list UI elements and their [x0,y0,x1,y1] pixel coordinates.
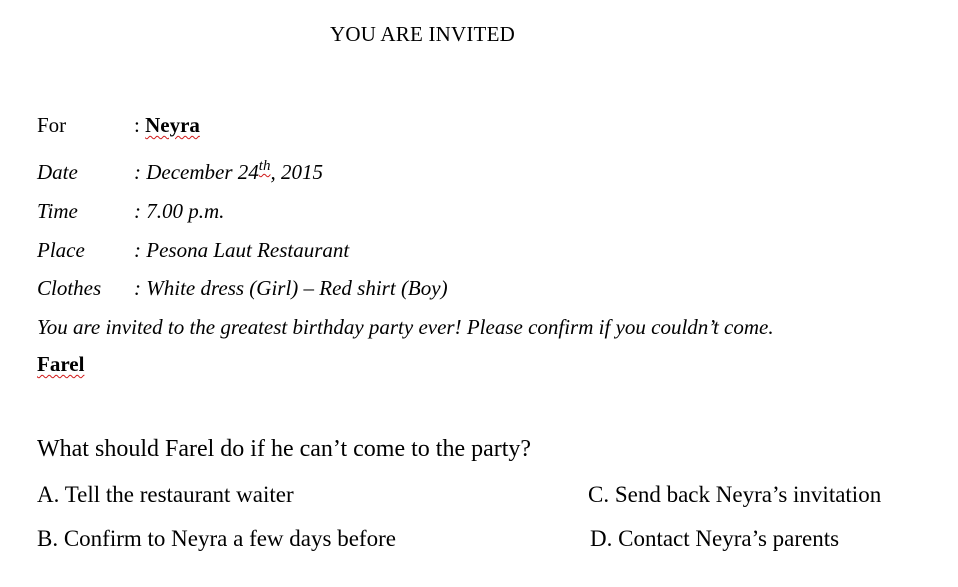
time-label: Time [37,199,78,223]
date-ordinal: th [258,158,271,174]
time-value: : 7.00 p.m. [134,199,225,223]
question-text: What should Farel do if he can’t come to the party? [37,436,532,462]
place-label: Place [37,238,85,262]
date-suffix: , 2015 [270,160,323,184]
for-value: : Neyra [134,113,200,137]
date-label: Date [37,160,78,184]
invitation-title: YOU ARE INVITED [330,22,515,46]
date-prefix: : December 24 [134,160,259,184]
option-d: D. Contact Neyra’s parents [590,526,840,551]
option-b: B. Confirm to Neyra a few days before [37,526,396,551]
sender-name: Farel [37,352,85,376]
recipient-name: Neyra [145,113,200,137]
option-a: A. Tell the restaurant waiter [37,482,294,507]
for-label: For [37,113,67,137]
clothes-label: Clothes [37,276,102,300]
option-c: C. Send back Neyra’s invitation [588,482,882,507]
invitation-message: You are invited to the greatest birthday party ever! Please confirm if you couldn’t come. [37,315,774,339]
date-value [134,160,323,185]
clothes-value: : White dress (Girl) – Red shirt (Boy) [134,276,448,300]
place-value: : Pesona Laut Restaurant [134,238,350,262]
